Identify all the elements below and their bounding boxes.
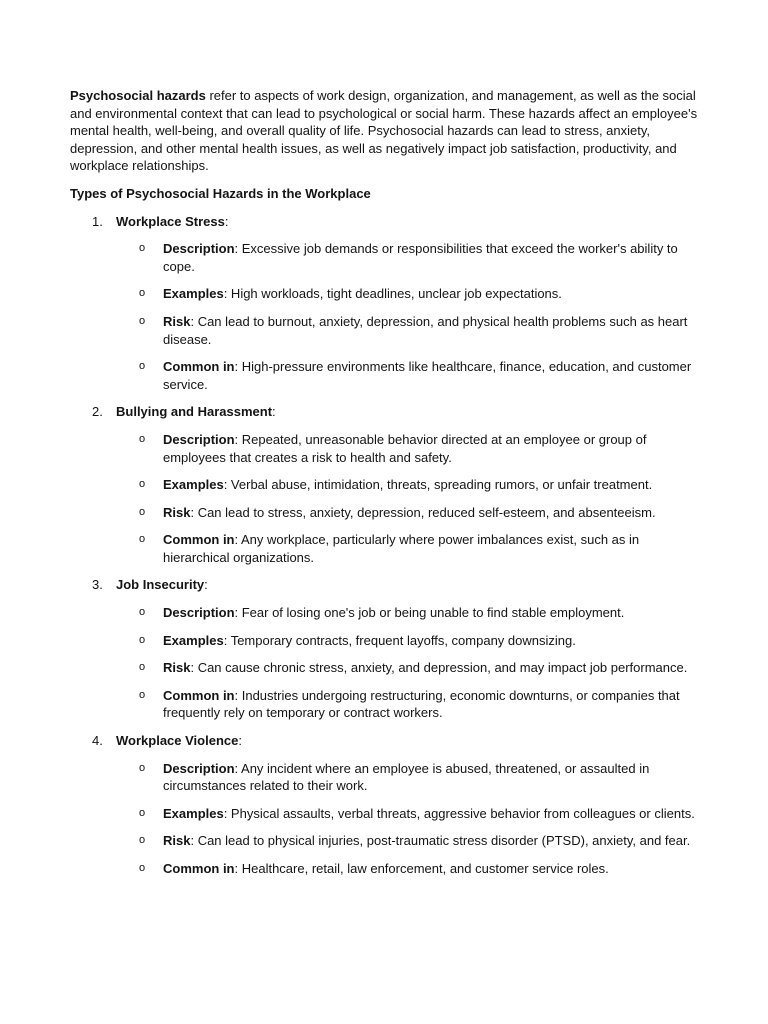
hazard-detail bbox=[70, 632, 700, 650]
hazard-detail bbox=[70, 760, 700, 795]
detail-label: Examples bbox=[163, 477, 224, 493]
detail-label: Risk bbox=[163, 313, 191, 329]
detail-text: : Physical assaults, verbal threats, aggressive behavior from colleagues or clients. bbox=[223, 805, 695, 821]
hazard-title bbox=[70, 576, 700, 594]
detail-label: Description bbox=[163, 241, 235, 257]
detail-text: : Can lead to physical injuries, post-traumatic stress disorder (PTSD), anxiety, and fear. bbox=[190, 833, 691, 849]
circle-bullet-icon: o bbox=[139, 688, 146, 701]
hazard-number: 1. bbox=[92, 213, 103, 229]
detail-label: Common in bbox=[163, 687, 235, 703]
hazard-name-suffix: : bbox=[238, 733, 242, 749]
hazard-name: Workplace Violence bbox=[116, 733, 239, 749]
hazard-name-suffix: : bbox=[204, 577, 208, 593]
intro-term: Psychosocial hazards bbox=[70, 88, 206, 103]
circle-bullet-icon: o bbox=[139, 606, 146, 619]
hazard-item bbox=[70, 403, 700, 566]
hazard-item bbox=[70, 732, 700, 878]
hazard-name: Job Insecurity bbox=[116, 577, 205, 593]
detail-label: Description bbox=[163, 760, 235, 776]
hazard-detail bbox=[70, 285, 700, 303]
detail-label: Examples bbox=[163, 805, 224, 821]
circle-bullet-icon: o bbox=[139, 862, 146, 874]
detail-text: : High workloads, tight deadlines, unclear job expectations. bbox=[223, 286, 562, 302]
detail-text: : Any workplace, particularly where power imbalances exist, such as in hierarchical organizations. bbox=[163, 532, 640, 565]
circle-bullet-icon: o bbox=[139, 533, 146, 546]
hazard-detail bbox=[70, 476, 700, 494]
intro-text: refer to aspects of work design, organization, and management, as well as the social and environmental context that can lead to psychological or social harm. These hazards affect an employee's mental health, well-being, and overall quality of life. Psychosocial hazards can lead to stress, anxiety, depression, and other mental health issues, as well as negatively impact job satisfaction, productivity, and workplace relationships. bbox=[70, 88, 698, 174]
detail-label: Common in bbox=[163, 861, 235, 876]
detail-label: Risk bbox=[163, 660, 191, 676]
circle-bullet-icon: o bbox=[139, 633, 146, 646]
hazard-detail bbox=[70, 860, 700, 878]
hazard-item bbox=[70, 213, 700, 394]
detail-text: : Industries undergoing restructuring, economic downturns, or companies that frequently rely on temporary or contract workers. bbox=[163, 687, 680, 721]
detail-text: : Any incident where an employee is abused, threatened, or assaulted in circumstances related to their work. bbox=[163, 760, 650, 794]
detail-text: : Can lead to burnout, anxiety, depression, and physical health problems such as heart disease. bbox=[163, 313, 688, 347]
hazard-detail bbox=[70, 431, 700, 466]
intro-paragraph bbox=[70, 87, 700, 175]
circle-bullet-icon: o bbox=[139, 661, 146, 674]
circle-bullet-icon: o bbox=[139, 834, 146, 847]
hazard-detail bbox=[70, 659, 700, 677]
hazard-title bbox=[70, 213, 700, 231]
detail-text: : Verbal abuse, intimidation, threats, spreading rumors, or unfair treatment. bbox=[223, 477, 653, 493]
detail-text: : Temporary contracts, frequent layoffs, company downsizing. bbox=[223, 632, 576, 648]
circle-bullet-icon: o bbox=[139, 360, 146, 373]
hazard-number: 4. bbox=[92, 733, 103, 749]
hazard-detail bbox=[70, 687, 700, 722]
detail-text: : Can lead to stress, anxiety, depression, reduced self-esteem, and absenteeism. bbox=[190, 504, 656, 520]
hazard-detail bbox=[70, 832, 700, 850]
hazard-detail bbox=[70, 240, 700, 275]
circle-bullet-icon: o bbox=[139, 432, 146, 445]
circle-bullet-icon: o bbox=[139, 478, 146, 491]
hazard-title bbox=[70, 732, 700, 750]
detail-label: Common in bbox=[163, 359, 235, 375]
circle-bullet-icon: o bbox=[139, 505, 146, 518]
hazard-detail bbox=[70, 531, 700, 566]
detail-label: Description bbox=[163, 431, 235, 447]
detail-text: : Excessive job demands or responsibilities that exceed the worker's ability to cope. bbox=[163, 241, 678, 274]
hazard-detail bbox=[70, 358, 700, 393]
detail-label: Examples bbox=[163, 286, 224, 302]
detail-text: : Healthcare, retail, law enforcement, and customer service roles. bbox=[234, 861, 609, 876]
hazard-item bbox=[70, 576, 700, 722]
hazard-detail bbox=[70, 504, 700, 522]
circle-bullet-icon: o bbox=[139, 761, 146, 774]
detail-label: Description bbox=[163, 605, 235, 621]
hazard-title bbox=[70, 403, 700, 421]
hazard-name: Workplace Stress bbox=[116, 213, 225, 229]
hazard-name-suffix: : bbox=[272, 404, 276, 420]
detail-text: : Repeated, unreasonable behavior directed at an employee or group of employees that creates a risk to health and safety. bbox=[163, 431, 647, 465]
detail-label: Risk bbox=[163, 833, 191, 849]
detail-label: Risk bbox=[163, 504, 191, 520]
hazard-number: 3. bbox=[92, 577, 103, 593]
hazard-detail bbox=[70, 805, 700, 823]
circle-bullet-icon: o bbox=[139, 314, 146, 327]
document-page bbox=[70, 87, 700, 888]
detail-text: : Can cause chronic stress, anxiety, and depression, and may impact job performance. bbox=[190, 660, 688, 676]
circle-bullet-icon: o bbox=[139, 242, 146, 255]
detail-label: Examples bbox=[163, 632, 224, 648]
detail-text: : Fear of losing one's job or being unable to find stable employment. bbox=[234, 605, 625, 621]
hazard-number: 2. bbox=[92, 404, 103, 420]
detail-label: Common in bbox=[163, 532, 235, 548]
hazard-detail bbox=[70, 313, 700, 348]
circle-bullet-icon: o bbox=[139, 806, 146, 819]
hazard-list bbox=[70, 213, 700, 878]
section-heading: Types of Psychosocial Hazards in the Workplace bbox=[70, 185, 371, 201]
hazard-name-suffix: : bbox=[224, 213, 229, 229]
hazard-name: Bullying and Harassment bbox=[116, 404, 273, 420]
hazard-detail bbox=[70, 604, 700, 622]
detail-text: : High-pressure environments like healthcare, finance, education, and customer service. bbox=[163, 359, 692, 392]
circle-bullet-icon: o bbox=[139, 287, 146, 300]
